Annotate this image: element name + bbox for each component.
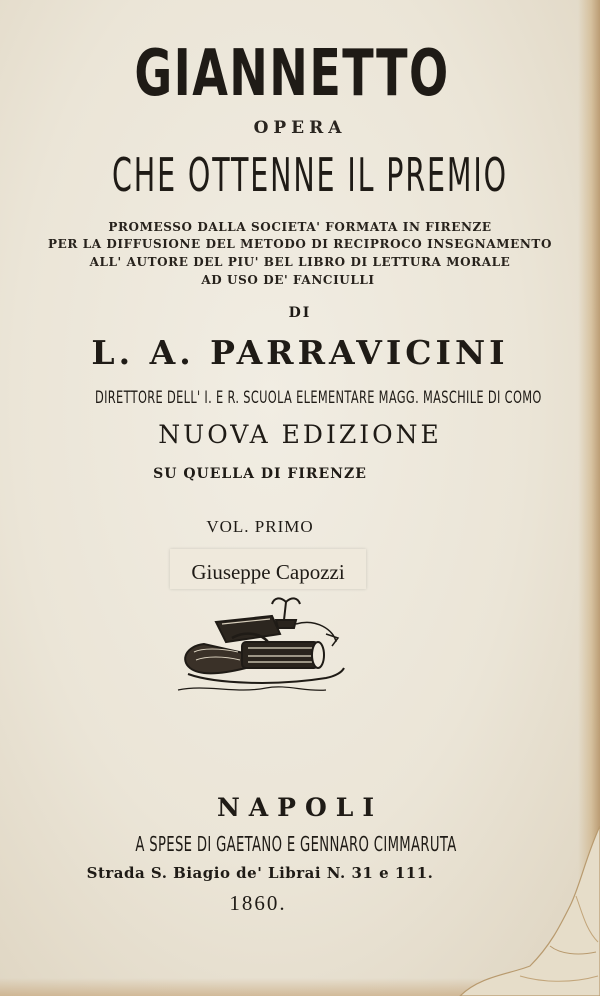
edition: NUOVA EDIZIONE	[158, 420, 442, 449]
volume-label: VOL. PRIMO	[206, 517, 314, 536]
subtitle-line: CHE OTTENNE IL PREMIO	[112, 148, 508, 202]
author-role: DIRETTORE DELL' I. E R. SCUOLA ELEMENTARE MAGG. MASCHILE DI COMO	[95, 388, 542, 408]
books-and-scrolls-vignette-icon	[176, 594, 350, 698]
city: NAPOLI	[216, 793, 384, 822]
publication-year: 1860.	[229, 891, 287, 915]
owner-stamp-label	[170, 549, 366, 589]
description-line-4: AD USO DE' FANCIULLI	[201, 273, 375, 287]
owner-name: Giuseppe Capozzi	[191, 560, 345, 584]
description-line-2: PER LA DIFFUSIONE DEL METODO DI RECIPROCO INSEGNAMENTO	[47, 237, 553, 251]
author-name: L. A. PARRAVICINI	[91, 333, 509, 372]
book-title: GIANNETTO	[134, 37, 450, 111]
edition-note: SU QUELLA DI FIRENZE	[153, 466, 367, 482]
description-line-3: ALL' AUTORE DEL PIU' BEL LIBRO DI LETTURA MORALE	[89, 255, 511, 269]
by-line: DI	[288, 305, 312, 321]
torn-corner	[400, 826, 600, 996]
publisher-address: Strada S. Biagio de' Librai N. 31 e 111.	[86, 864, 434, 882]
subtitle-word: OPERA	[253, 118, 347, 138]
description-line-1: PROMESSO DALLA SOCIETA' FORMATA IN FIRENZE	[108, 220, 492, 234]
publisher: A SPESE DI GAETANO E GENNARO CIMMARUTA	[135, 832, 457, 856]
